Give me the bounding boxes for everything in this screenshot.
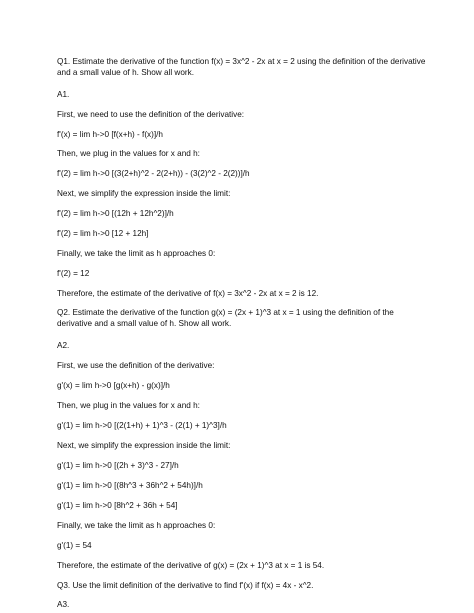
answer-2-step-4: Finally, we take the limit as h approaches 0: [57, 521, 216, 530]
question-3-text: Q3. Use the limit definition of the derivative to find f'(x) if f(x) = 4x - x^2. [57, 581, 314, 590]
answer-2-result: g'(1) = 54 [57, 541, 92, 550]
answer-2-label: A2. [57, 341, 70, 350]
answer-1-step-4: Finally, we take the limit as h approaches 0: [57, 249, 216, 258]
answer-1-step-1: First, we need to use the definition of the derivative: [57, 110, 245, 119]
answer-2-step-2: Then, we plug in the values for x and h: [57, 401, 200, 410]
answer-2-equation-3: g'(1) = lim h->0 [(2h + 3)^3 - 27]/h [57, 461, 179, 470]
answer-1-equation-4: f'(2) = lim h->0 [12 + 12h] [57, 229, 149, 238]
question-2-text: Q2. Estimate the derivative of the function g(x) = (2x + 1)^3 at x = 1 using the definition of the derivative and a small value of h. Show all work. [57, 308, 394, 328]
answer-1-label: A1. [57, 90, 70, 99]
answer-2-equation-2: g'(1) = lim h->0 [(2(1+h) + 1)^3 - (2(1) + 1)^3]/h [57, 421, 227, 430]
answer-1-step-3: Next, we simplify the expression inside the limit: [57, 189, 231, 198]
answer-2-step-1: First, we use the definition of the derivative: [57, 361, 215, 370]
answer-2-equation-5: g'(1) = lim h->0 [8h^2 + 36h + 54] [57, 501, 178, 510]
answer-1-step-2: Then, we plug in the values for x and h: [57, 149, 200, 158]
answer-1-equation-1: f'(x) = lim h->0 [f(x+h) - f(x)]/h [57, 130, 163, 139]
answer-2-step-3: Next, we simplify the expression inside the limit: [57, 441, 231, 450]
answer-2-conclusion: Therefore, the estimate of the derivative of g(x) = (2x + 1)^3 at x = 1 is 54. [57, 561, 325, 570]
answer-2-equation-1: g'(x) = lim h->0 [g(x+h) - g(x)]/h [57, 381, 170, 390]
answer-1-equation-3: f'(2) = lim h->0 [(12h + 12h^2)]/h [57, 209, 174, 218]
answer-3-label: A3. [57, 600, 70, 609]
answer-1-equation-2: f'(2) = lim h->0 [(3(2+h)^2 - 2(2+h)) - (3(2)^2 - 2(2))]/h [57, 169, 250, 178]
question-1-text: Q1. Estimate the derivative of the function f(x) = 3x^2 - 2x at x = 2 using the definition of the derivative and a small value of h. Show all work. [57, 57, 426, 77]
answer-1-result: f'(2) = 12 [57, 269, 90, 278]
answer-2-equation-4: g'(1) = lim h->0 [(8h^3 + 36h^2 + 54h)]/h [57, 481, 203, 490]
answer-1-conclusion: Therefore, the estimate of the derivative of f(x) = 3x^2 - 2x at x = 2 is 12. [57, 289, 319, 298]
